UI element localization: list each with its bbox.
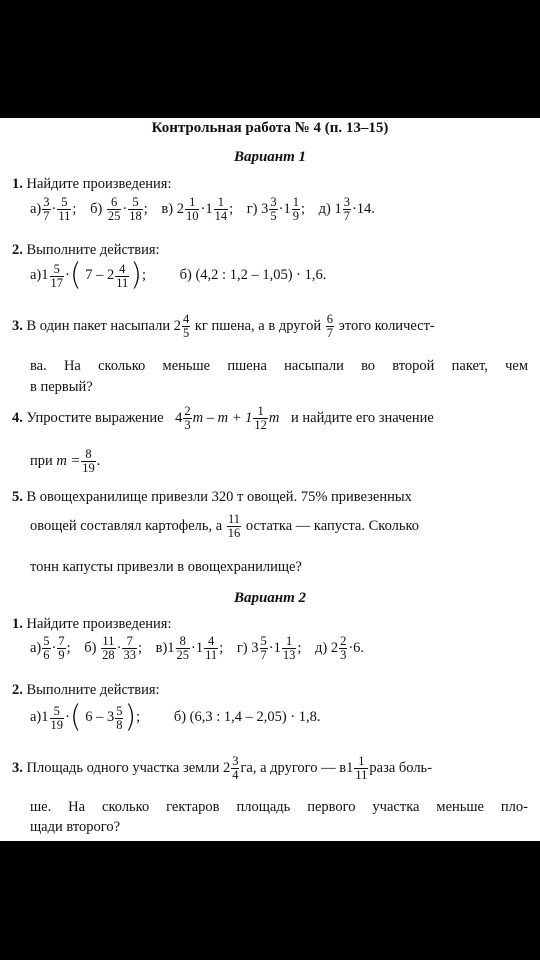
v1-task-2: 2. Выполните действия: <box>12 242 160 258</box>
v2-task-1-items <box>30 635 528 662</box>
variant-1-heading: Вариант 1 <box>233 149 307 165</box>
item-e: д) 2 $\frac{2}{3}$ ·6. <box>315 634 365 662</box>
item-a: а)1 $\frac{5}{19}$ ·( 6 – 3 $\frac{5}{8}$ ); <box>30 700 141 735</box>
item-a: а)1 $\frac{5}{17}$ ·( 7 – 2 $\frac{4}{11}$ ); <box>30 258 146 293</box>
v1-task-1 <box>12 176 528 193</box>
page-title: Контрольная работа № 4 (п. 13–15) <box>151 120 389 136</box>
v2-task-2: 2. Выполните действия: <box>12 682 160 698</box>
item-c: в) 2 $\frac{1}{10}$ ·1 $\frac{1}{14}$ ; <box>161 195 234 223</box>
v2-task-3-line-2: ше. На сколько гектаров площадь первого участка меньше пло- <box>30 799 528 815</box>
item-b: б) (4,2 : 1,2 – 1,05) · 1,6. <box>179 267 327 284</box>
item-b: б) $\frac{11}{28}$ · $\frac{7}{33}$ ; <box>84 634 142 662</box>
v1-task-2-items <box>30 258 528 293</box>
item-e: д) 1 $\frac{3}{7}$ ·14. <box>318 195 375 223</box>
v2-task-2-items <box>30 700 528 735</box>
v1-task-3: 3. В один пакет насыпали 2 $\frac{4}{5}$ кг пшена, а в другой $\frac{6}{7}$ этого количест- <box>12 312 435 340</box>
v2-task-1: 1. Найдите произведения: <box>12 616 172 632</box>
item-d: г) 3 $\frac{3}{5}$ ·1 $\frac{1}{9}$ ; <box>246 195 305 223</box>
variant-2-heading: Вариант 2 <box>233 590 307 606</box>
v1-task-4-line-2: при m = $\frac{8}{19}$ . <box>30 447 101 475</box>
item-c: в)1 $\frac{8}{25}$ ·1 $\frac{4}{11}$ ; <box>155 634 224 662</box>
v1-task-5-line-3: тонн капусты привезли в овощехранилище? <box>30 559 302 575</box>
v1-task-1-items <box>30 196 528 223</box>
item-a: а) $\frac{5}{6}$ · $\frac{7}{9}$ ; <box>30 634 71 662</box>
item-b: б) (6,3 : 1,4 – 2,05) · 1,8. <box>173 709 321 726</box>
worksheet <box>0 118 540 841</box>
v1-task-4: 4. Упростите выражение 4 $\frac{2}{3}$ m – m + 1 $\frac{1}{12}$ m и найдите его значение <box>12 404 434 432</box>
v1-task-5: 5. В овощехранилище привезли 320 т овощей. 75% привезенных <box>12 489 412 505</box>
v1-task-3-line-3: в первый? <box>30 379 93 395</box>
item-a: а) $\frac{3}{7}$ · $\frac{5}{11}$ ; <box>30 195 77 223</box>
v1-task-5-line-2: овощей составлял картофель, а $\frac{11}{16}$ остатка — капуста. Сколько <box>30 512 420 540</box>
v2-task-3-line-3: щади второго? <box>30 819 121 835</box>
task-number: 1. <box>12 176 23 192</box>
v1-task-3-line-2: ва. На сколько меньше пшена насыпали во второй пакет, чем <box>30 358 528 374</box>
item-b: б) $\frac{6}{25}$ · $\frac{5}{18}$ ; <box>90 195 148 223</box>
task-text: Найдите произведения: <box>26 176 172 192</box>
item-d: г) 3 $\frac{5}{7}$ ·1 $\frac{1}{13}$ ; <box>236 634 302 662</box>
v2-task-3: 3. Площадь одного участка земли 2 $\frac{3}{4}$ га, а другого — в1 $\frac{1}{11}$ раза боль- <box>12 754 432 782</box>
